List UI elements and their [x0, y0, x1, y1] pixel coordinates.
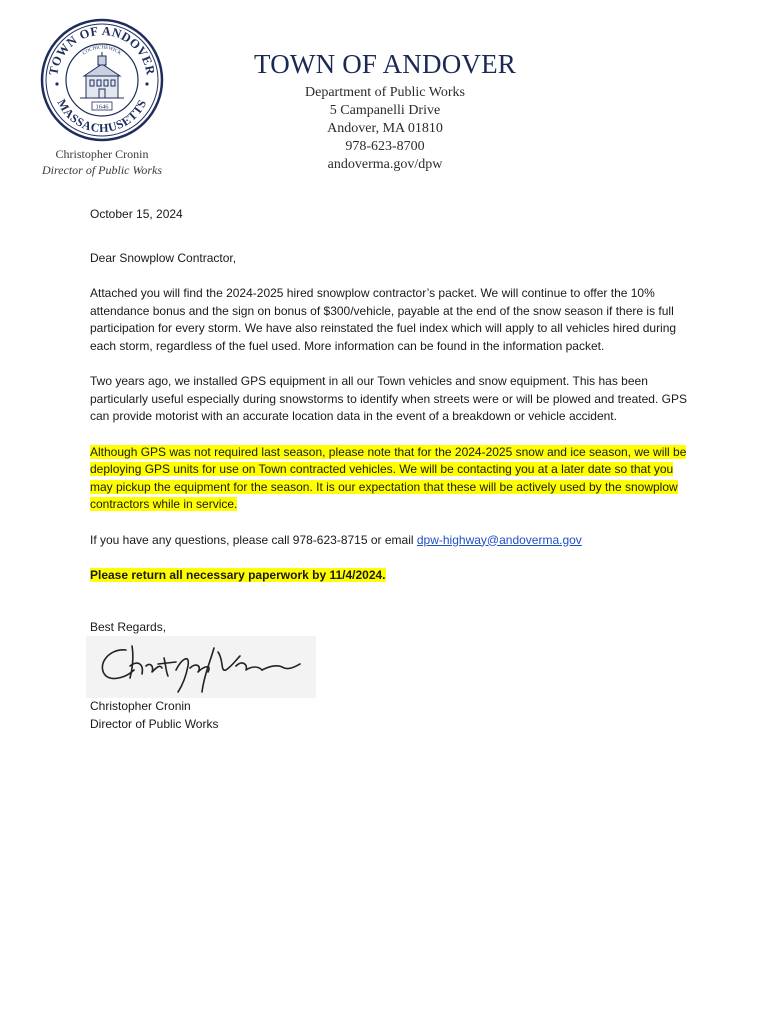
handwritten-signature: [86, 636, 316, 698]
seal-bottom-text: MASSACHUSETTS: [54, 96, 150, 136]
city-state-zip: Andover, MA 01810: [327, 121, 443, 136]
email-link[interactable]: dpw-highway@andoverma.gov: [416, 532, 582, 547]
town-seal-logo: [40, 18, 164, 142]
paragraph-gps-history: Two years ago, we installed GPS equipment in all our Town vehicles and snow equipment. This has been particularly useful especially during snowstorms to identify when streets were or will be plowed and treated. GPS can provide motorist with an accurate location data in the event of a breakdown or vehicle accident.: [90, 374, 687, 423]
deadline-text: Please return all necessary paperwork by 11/4/2024.: [90, 568, 386, 582]
sender-name: Christopher Cronin: [55, 147, 149, 161]
salutation: Dear Snowplow Contractor,: [90, 250, 237, 265]
website: andoverma.gov/dpw: [327, 157, 443, 172]
letterhead: [230, 48, 540, 174]
contact-text: If you have any questions, please call 978-623-8715 or email: [90, 532, 417, 547]
closing: Best Regards,: [90, 619, 167, 634]
signer-title: Director of Public Works: [90, 716, 219, 731]
department-name: Department of Public Works: [305, 85, 465, 100]
town-name: TOWN OF ANDOVER: [253, 49, 516, 79]
sender-title: Director of Public Works: [41, 163, 163, 177]
letter-body: [90, 206, 690, 733]
seal-inner-text: COCHICHEWICK: [82, 45, 122, 57]
letter-date: October 15, 2024: [90, 207, 183, 221]
deadline-line: [90, 567, 690, 585]
seal-top-text: TOWN OF ANDOVER: [46, 23, 158, 77]
highlighted-text: Although GPS was not required last season, please note that for the 2024-2025 snow and ice season, we will be deploying GPS units for use on Town contracted vehicles. We will be contacting you at a later date so that you may pickup the equipment for the season. It is our expectation that these will be actively used by the snowplow contractors while in service.: [90, 444, 687, 511]
street-address: 5 Campanelli Drive: [329, 103, 441, 118]
seal-year: 1646: [95, 103, 109, 111]
signer-name: Christopher Cronin: [90, 699, 191, 713]
contact-line: [90, 532, 690, 550]
paragraph-gps-deployment: [90, 444, 690, 514]
paragraph-packet: Attached you will find the 2024-2025 hired snowplow contractor’s packet. We will continue to offer the 10% attendance bonus and the sign on bonus of $300/vehicle, payable at the end of the snow season if there is full participation for every storm. We have also reinstated the fuel index which will apply to all vehicles hired during each storm, regardless of the fuel used. More information can be found in the information packet.: [90, 286, 677, 353]
phone-number: 978-623-8700: [345, 139, 425, 154]
sender-block: [30, 146, 174, 178]
